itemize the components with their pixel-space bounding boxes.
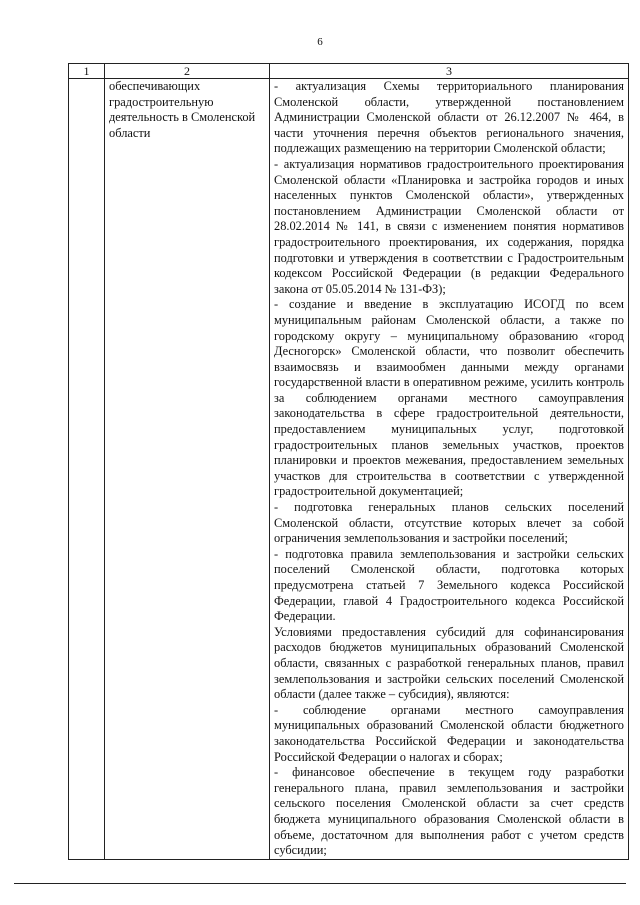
table-row — [69, 79, 629, 860]
paragraph: - подготовка генеральных планов сельских поселений Смоленской области, отсутствие которых влечет за собой ограничения землепользования и застройки поселений; — [274, 500, 624, 546]
document-table — [68, 63, 629, 860]
table-header-row — [69, 64, 629, 79]
page-number: 6 — [317, 36, 323, 48]
cell-description — [270, 79, 629, 860]
column-header-3: 3 — [270, 64, 629, 79]
cell-subject — [105, 79, 270, 860]
paragraph: - финансовое обеспечение в текущем году разработки генерального плана, правил землепользования и застройки сельского поселения Смоленской области за счет средств бюджета муниципального образования Смоленской области в объеме, достаточном для выполнения работ с учетом средств субсидии; — [274, 765, 624, 858]
subject-text: обеспечивающих градостроительную деятельность в Смоленской области — [109, 79, 256, 140]
paragraph: - подготовка правила землепользования и застройки сельских поселений Смоленской области, подготовка которых предусмотрена статьей 7 Земельного кодекса Российской Федерации, главой 4 Градостроительного кодекса Российской Федерации. — [274, 546, 624, 624]
paragraph: - создание и введение в эксплуатацию ИСОГД по всем муниципальным районам Смоленской области, а также по городскому округу – муниципальному образованию «город Десногорск» Смоленской области, что позволит обеспечить взаимосвязь и взаимообмен данными между органами государственной власти в оперативном режиме, усилить контроль за соблюдением органами местного самоуправления законодательства в сфере градостроительной деятельности, предоставлением муниципальных услуг, подготовкой градостроительных планов земельных участков, проектов планировки и проектов межевания, предоставлением земельных участков для строительства в соответствии с утвержденной градостроительной документацией; — [274, 297, 624, 499]
page-bottom-divider — [14, 883, 626, 884]
column-header-2: 2 — [105, 64, 270, 79]
column-header-1: 1 — [69, 64, 105, 79]
cell-empty — [69, 79, 105, 860]
paragraph: - актуализация Схемы территориального планирования Смоленской области, утвержденной постановлением Администрации Смоленской области от 26.12.2007 № 464, в части уточнения перечня объектов регионального значения, подлежащих размещению на территории Смоленской области; — [274, 79, 624, 156]
paragraph: - соблюдение органами местного самоуправления муниципальных образований Смоленской области бюджетного законодательства Российской Федерации и законодательства Российской Федерации о налогах и сборах; — [274, 702, 624, 764]
paragraph: Условиями предоставления субсидий для софинансирования расходов бюджетов муниципальных образований Смоленской области, связанных с разработкой генеральных планов, правил землепользования и застройки сельских поселений Смоленской области (далее также – субсидия), являются: — [274, 624, 624, 702]
paragraph: - актуализация нормативов градостроительного проектирования Смоленской области «Планировка и застройка городов и иных населенных пунктов Смоленской области», утвержденных постановлением Администрации Смоленской области от 28.02.2014 № 141, в связи с изменением понятия нормативов градостроительного проектирования, их содержания, порядка подготовки и утверждения в соответствии с Градостроительным кодексом Российской Федерации (в редакции Федерального закона от 05.05.2014 № 131-ФЗ); — [274, 156, 624, 296]
